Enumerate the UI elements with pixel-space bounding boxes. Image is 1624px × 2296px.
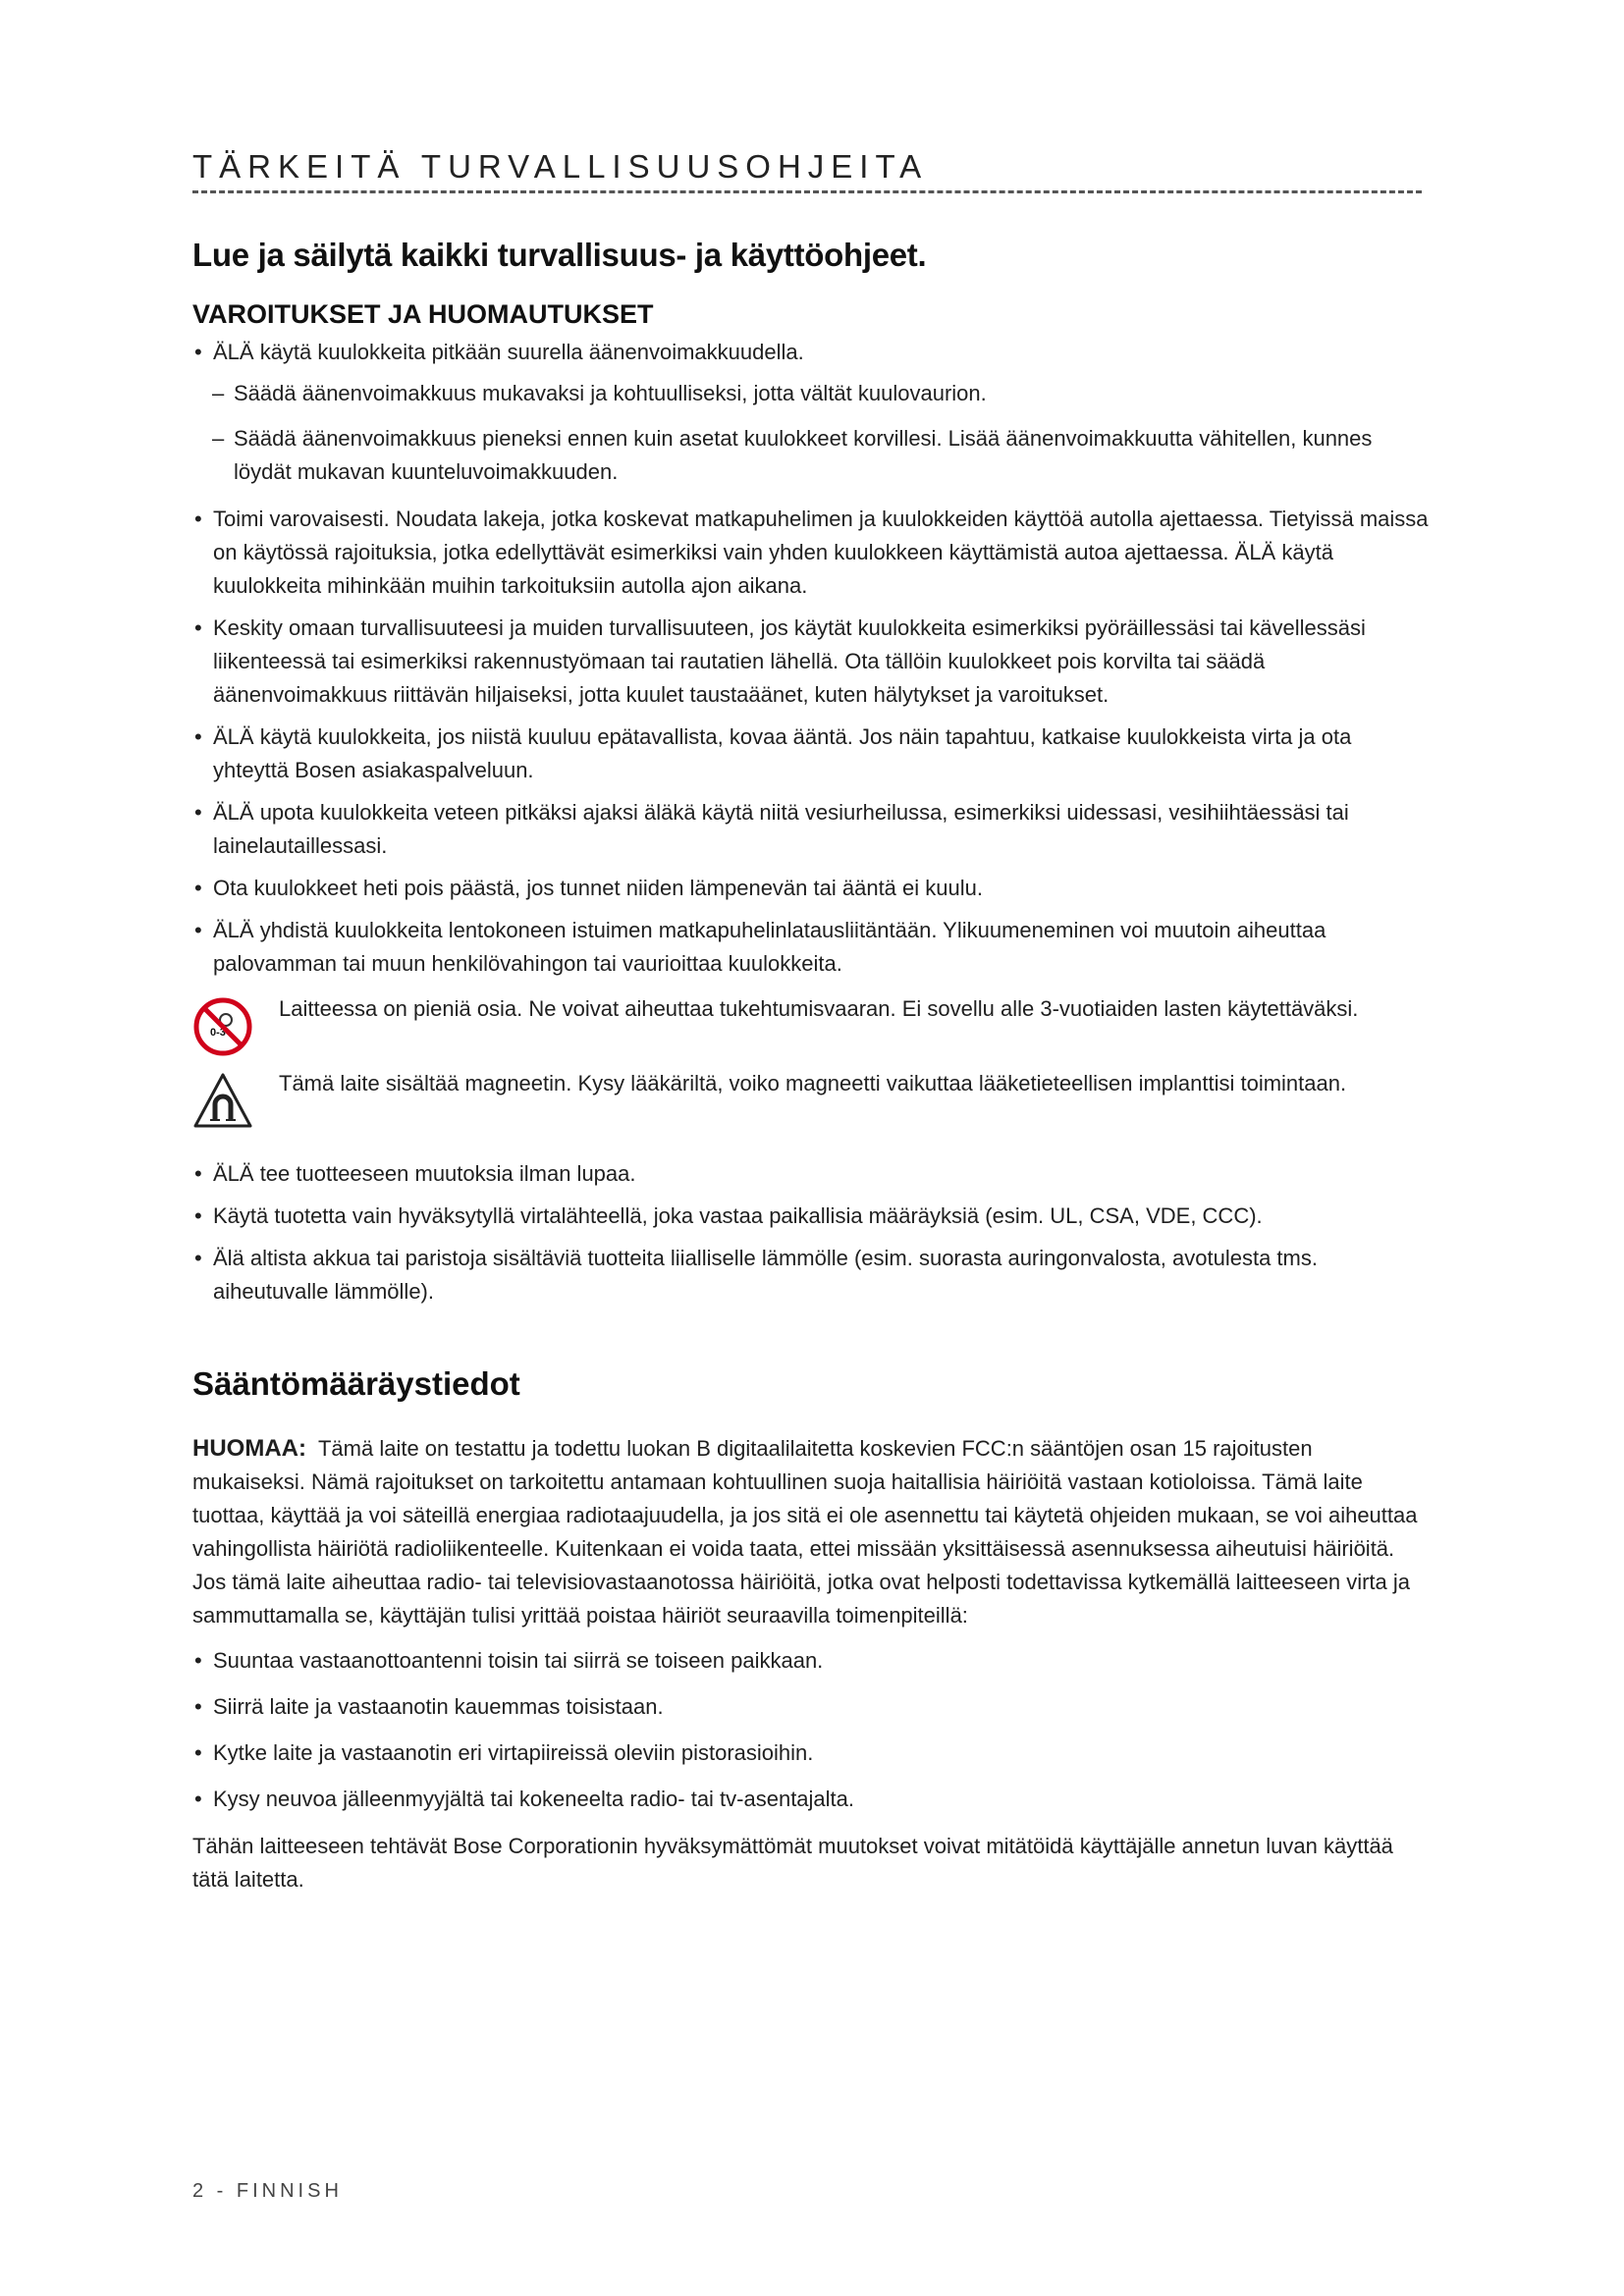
warning-text: ÄLÄ yhdistä kuulokkeita lentokoneen istuimen matkapuhelinlatausliitäntään. Ylikuumeneminen voi muutoin aiheuttaa palovamman tai muun henkilövahingon tai vaurioittaa kuulokkeita.: [213, 918, 1326, 976]
warning-text: Toimi varovaisesti. Noudata lakeja, jotka koskevat matkapuhelimen ja kuulokkeiden käyttöä autolla ajettaessa. Tietyissä maissa on käytössä rajoituksia, jotka edellyttävät esimerkiksi vain yhden kuulokkeen käyttämistä autoa ajettaessa. ÄLÄ käytä kuulokkeita mihinkään muihin tarkoituksiin autolla ajon aikana.: [213, 507, 1429, 598]
warning-item-noise: [192, 721, 1430, 787]
age-label: 0-3: [210, 1027, 226, 1039]
small-parts-warning: [192, 994, 1430, 1057]
bullet: •: [194, 876, 202, 900]
intro-heading: Lue ja säilytä kaikki turvallisuus- ja käyttöohjeet.: [192, 237, 927, 273]
warning-subitem-lower-volume: [192, 422, 1430, 489]
dash: –: [212, 426, 225, 451]
warning-subtext: Säädä äänenvoimakkuus mukavaksi ja kohtuulliseksi, jotta vältät kuulovaurion.: [234, 381, 987, 405]
bullet: •: [194, 1246, 202, 1270]
bullet: •: [194, 1161, 202, 1186]
bullet: •: [194, 340, 202, 364]
warning-item-driving: [192, 503, 1430, 603]
bullet: •: [194, 724, 202, 749]
bullet: •: [194, 507, 202, 531]
step-text: Kysy neuvoa jälleenmyyjältä tai kokeneelta radio- tai tv-asentajalta.: [213, 1787, 855, 1811]
bullet: •: [194, 1648, 202, 1673]
regulatory-step-circuit: [192, 1736, 1430, 1770]
warning-item-battery-heat: [192, 1242, 1430, 1308]
bullet: •: [194, 918, 202, 942]
warning-text: Keskity omaan turvallisuuteesi ja muiden turvallisuuteen, jos käytät kuulokkeita esimerkiksi pyöräillessäsi tai kävellessäsi liikenteessä tai esimerkiksi rakennustyömaan tai rautatien lähellä. Ota tällöin kuulokkeet pois korvilta tai säädä äänenvoimakkuus riittävän hiljaiseksi, jotta kuulet taustaäänet, kuten hälytykset ja varoitukset.: [213, 615, 1366, 707]
regulatory-step-dealer: [192, 1783, 1430, 1816]
document-page: [192, 147, 1430, 1896]
warning-text: Ota kuulokkeet heti pois päästä, jos tunnet niiden lämpenevän tai ääntä ei kuulu.: [213, 876, 983, 900]
note-label: HUOMAA:: [192, 1435, 306, 1462]
warning-subtext: Säädä äänenvoimakkuus pieneksi ennen kuin asetat kuulokkeet korvillesi. Lisää äänenvoimakkuutta vähitellen, kunnes löydät mukavan kuunteluvoimakkuuden.: [234, 426, 1373, 484]
warning-item-modifications: [192, 1157, 1430, 1191]
bullet: •: [194, 1694, 202, 1719]
warning-item-traffic: [192, 612, 1430, 712]
step-text: Suuntaa vastaanottoantenni toisin tai siirrä se toiseen paikkaan.: [213, 1648, 824, 1673]
choking-hazard-icon: [192, 996, 253, 1057]
warning-text: ÄLÄ käytä kuulokkeita, jos niistä kuuluu epätavallista, kovaa ääntä. Jos näin tapahtuu, katkaise kuulokkeista virta ja ota yhteyttä Bosen asiakaspalveluun.: [213, 724, 1352, 782]
magnet-text: Tämä laite sisältää magneetin. Kysy lääkäriltä, voiko magneetti vaikuttaa lääketieteellisen implanttisi toimintaan.: [279, 1071, 1347, 1095]
step-text: Siirrä laite ja vastaanotin kauemmas toisistaan.: [213, 1694, 664, 1719]
bullet: •: [194, 1787, 202, 1811]
warning-text: ÄLÄ tee tuotteeseen muutoksia ilman lupaa.: [213, 1161, 636, 1186]
step-text: Kytke laite ja vastaanotin eri virtapiireissä oleviin pistorasioihin.: [213, 1740, 814, 1765]
warnings-heading: VAROITUKSET JA HUOMAUTUKSET: [192, 299, 654, 329]
warning-item-power-supply: [192, 1200, 1430, 1233]
warning-item-heat: [192, 872, 1430, 905]
warning-text: Käytä tuotetta vain hyväksytyllä virtalähteellä, joka vastaa paikallisia määräyksiä (esim. UL, CSA, VDE, CCC).: [213, 1203, 1263, 1228]
regulatory-heading: Sääntömääräystiedot: [192, 1365, 520, 1402]
dash: –: [212, 381, 225, 405]
bullet: •: [194, 615, 202, 640]
page-footer: 2 - FINNISH: [192, 2180, 343, 2202]
regulatory-step-distance: [192, 1690, 1430, 1724]
section-header: TÄRKEITÄ TURVALLISUUSOHJEITA: [192, 148, 929, 185]
magnet-warning: [192, 1069, 1430, 1132]
bullet: •: [194, 1740, 202, 1765]
warning-item-volume: [192, 336, 1430, 369]
warning-text: ÄLÄ upota kuulokkeita veteen pitkäksi ajaksi äläkä käytä niitä vesiurheilussa, esimerkiksi uidessasi, vesihiihtäessäsi tai lainelautaillessasi.: [213, 800, 1349, 858]
regulatory-closing: Tähän laitteeseen tehtävät Bose Corporationin hyväksymättömät muutokset voivat mitätöidä käyttäjälle annetun luvan käyttää tätä laitetta.: [192, 1834, 1393, 1892]
warning-item-airplane: [192, 914, 1430, 981]
warning-text: ÄLÄ käytä kuulokkeita pitkään suurella äänenvoimakkuudella.: [213, 340, 804, 364]
bullet: •: [194, 1203, 202, 1228]
magnet-warning-icon: [192, 1071, 253, 1132]
bullet: •: [194, 800, 202, 825]
small-parts-text: Laitteessa on pieniä osia. Ne voivat aiheuttaa tukehtumisvaaran. Ei sovellu alle 3-vuotiaiden lasten käytettäväksi.: [279, 996, 1359, 1021]
warning-text: Älä altista akkua tai paristoja sisältäviä tuotteita liialliselle lämmölle (esim. suorasta auringonvalosta, avotulesta tms. aiheutuvalle lämmölle).: [213, 1246, 1318, 1304]
dashed-divider: [192, 190, 1422, 193]
warning-subitem-comfortable: [192, 377, 1430, 410]
regulatory-step-antenna: [192, 1644, 1430, 1678]
regulatory-note: [192, 1432, 1430, 1632]
note-text: Tämä laite on testattu ja todettu luokan B digitaalilaitetta koskevien FCC:n sääntöjen osan 15 rajoitusten mukaiseksi. Nämä rajoitukset on tarkoitettu antamaan kohtuullinen suoja haitallisia häiriöitä vastaan kotioloissa. Tämä laite tuottaa, käyttää ja voi säteillä energiaa radiotaajuudella, ja jos sitä ei ole asennettu tai käytetä ohjeiden mukaan, se voi aiheuttaa vahingollista häiriötä radioliikenteelle. Kuitenkaan ei voida taata, ettei missään yksittäisessä asennuksessa aiheutuisi häiriöitä. Jos tämä laite aiheuttaa radio- tai televisiovastaanotossa häiriöitä, jotka ovat helposti todettavissa kytkemällä laitteeseen virta ja sammuttamalla se, käyttäjän tulisi yrittää poistaa häiriöt seuraavilla toimenpiteillä:: [192, 1436, 1418, 1628]
warning-item-water: [192, 796, 1430, 863]
